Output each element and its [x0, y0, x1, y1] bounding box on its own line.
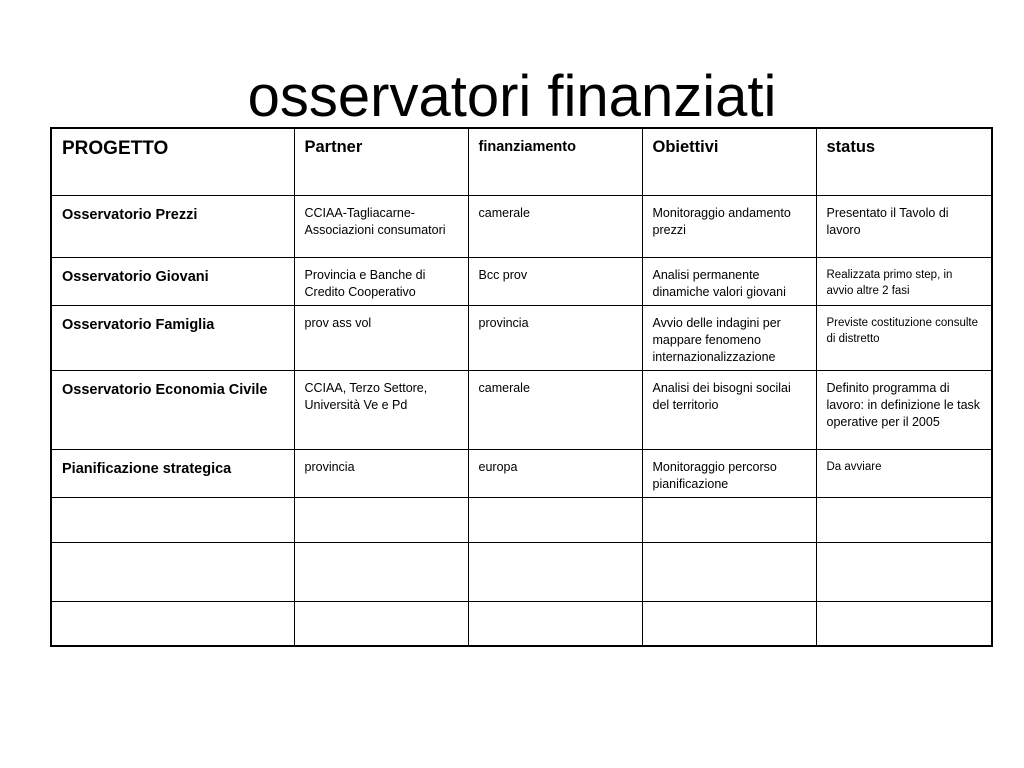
projects-table [50, 127, 993, 647]
cell-partner: prov ass vol [294, 305, 468, 370]
empty-cell [642, 497, 816, 542]
cell-progetto: Osservatorio Famiglia [51, 305, 294, 370]
empty-cell [51, 497, 294, 542]
header-partner: Partner [294, 128, 468, 195]
empty-row [51, 542, 992, 601]
cell-partner: Provincia e Banche di Credito Cooperativo [294, 257, 468, 305]
table-row [51, 195, 992, 257]
table-header-row [51, 128, 992, 195]
cell-obiettivi: Monitoraggio andamento prezzi [642, 195, 816, 257]
cell-obiettivi: Analisi dei bisogni socilai del territorio [642, 370, 816, 449]
cell-progetto: Pianificazione strategica [51, 449, 294, 497]
cell-finanziamento: provincia [468, 305, 642, 370]
cell-status: Previste costituzione consulte di distretto [816, 305, 992, 370]
empty-cell [468, 497, 642, 542]
empty-cell [294, 497, 468, 542]
cell-obiettivi: Analisi permanente dinamiche valori giovani [642, 257, 816, 305]
empty-cell [294, 542, 468, 601]
empty-row [51, 497, 992, 542]
header-obiettivi: Obiettivi [642, 128, 816, 195]
empty-cell [468, 542, 642, 601]
header-status: status [816, 128, 992, 195]
empty-cell [51, 542, 294, 601]
cell-obiettivi: Monitoraggio percorso pianificazione [642, 449, 816, 497]
cell-finanziamento: camerale [468, 370, 642, 449]
cell-obiettivi: Avvio delle indagini per mappare fenomeno internazionalizzazione [642, 305, 816, 370]
cell-status: Da avviare [816, 449, 992, 497]
cell-status: Presentato il Tavolo di lavoro [816, 195, 992, 257]
cell-status: Realizzata primo step, in avvio altre 2 fasi [816, 257, 992, 305]
empty-row [51, 601, 992, 646]
empty-cell [642, 542, 816, 601]
table-row [51, 305, 992, 370]
empty-cell [816, 601, 992, 646]
table-row [51, 449, 992, 497]
cell-progetto: Osservatorio Giovani [51, 257, 294, 305]
cell-partner: provincia [294, 449, 468, 497]
header-finanziamento: finanziamento [468, 128, 642, 195]
cell-finanziamento: Bcc prov [468, 257, 642, 305]
empty-cell [468, 601, 642, 646]
empty-cell [294, 601, 468, 646]
slide-title: osservatori finanziati [247, 64, 777, 129]
header-progetto: PROGETTO [51, 128, 294, 195]
cell-status: Definito programma di lavoro: in definizione le task operative per il 2005 [816, 370, 992, 449]
empty-cell [642, 601, 816, 646]
table-row [51, 370, 992, 449]
cell-partner: CCIAA-Tagliacarne-Associazioni consumatori [294, 195, 468, 257]
empty-cell [816, 497, 992, 542]
cell-finanziamento: camerale [468, 195, 642, 257]
table-row [51, 257, 992, 305]
cell-partner: CCIAA, Terzo Settore, Università Ve e Pd [294, 370, 468, 449]
cell-finanziamento: europa [468, 449, 642, 497]
empty-cell [816, 542, 992, 601]
cell-progetto: Osservatorio Economia Civile [51, 370, 294, 449]
cell-progetto: Osservatorio Prezzi [51, 195, 294, 257]
empty-cell [51, 601, 294, 646]
